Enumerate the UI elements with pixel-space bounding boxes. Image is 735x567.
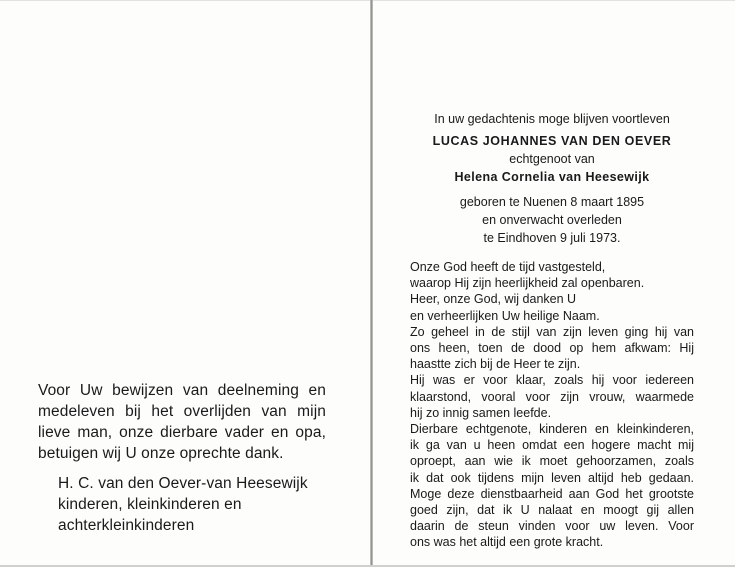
text-line: Zo geheel in de stijl van zijn leven ging hij van: [410, 324, 694, 339]
text-line: goed zijn, dat ik U nalaat en moogt gij allen: [410, 503, 694, 518]
text-line: klaarstond, vooral voor zijn vrouw, waarmede: [410, 389, 694, 404]
text-line: Dierbare echtgenote, kinderen en kleinkinderen,: [410, 422, 694, 437]
card-fold-line: [370, 0, 373, 567]
signature-block: [38, 473, 326, 536]
memorial-text: [410, 259, 694, 551]
date-line: en onverwacht overleden: [482, 213, 622, 227]
thanks-paragraph: [38, 380, 326, 464]
signature-line: achterkleinkinderen: [58, 517, 195, 534]
text-line: hij zo innig samen leefde.: [410, 405, 552, 420]
date-line: te Eindhoven 9 juli 1973.: [483, 231, 621, 245]
thanks-line: betuigen wij U onze oprechte dank.: [38, 445, 284, 462]
signature-line: kinderen, kleinkinderen en: [58, 496, 242, 513]
deceased-name: LUCAS JOHANNES VAN DEN OEVER: [432, 134, 672, 148]
text-line: ik ga van u heen omdat een hogere macht mij: [410, 438, 694, 453]
text-line: Onze God heeft de tijd vastgesteld,: [410, 260, 606, 274]
thanks-line: lieve man, onze dierbare vader en opa,: [38, 424, 326, 441]
date-line: geboren te Nuenen 8 maart 1895: [459, 195, 645, 209]
right-panel: [410, 110, 694, 551]
text-line: haastte zich bij de Heer te zijn.: [410, 357, 581, 372]
memorial-header: [410, 110, 694, 247]
text-line: oproept, aan wie ik moet gehoorzamen, zoals: [410, 454, 694, 469]
intro-line: In uw gedachtenis moge blijven voortleven: [434, 112, 670, 126]
text-line: ons was het altijd een grote kracht.: [410, 535, 604, 550]
spouse-name: Helena Cornelia van Heesewijk: [454, 170, 650, 184]
text-line: daarin de steun vinden voor uw leven. Voor: [410, 519, 694, 534]
card-top-edge: [0, 0, 735, 1]
text-line: waarop Hij zijn heerlijkheid zal openbaren.: [410, 276, 645, 291]
text-line: Moge deze dienstbaarheid aan God het grootste: [410, 486, 694, 501]
spouse-label: echtgenoot van: [509, 152, 595, 166]
text-line: ik dat ook tijdens mijn leven altijd heb gedaan.: [410, 470, 694, 485]
thanks-line: Voor Uw bewijzen van deelneming en: [38, 382, 326, 399]
text-line: en verheerlijken Uw heilige Naam.: [410, 308, 600, 323]
thanks-line: medeleven bij het overlijden van mijn: [38, 403, 326, 420]
text-line: Hij was er voor klaar, zoals hij voor iedereen: [410, 373, 694, 388]
left-panel: [38, 380, 326, 536]
text-line: Heer, onze God, wij danken U: [410, 292, 577, 307]
signature-line: H. C. van den Oever-van Heesewijk: [58, 475, 308, 492]
text-line: ons heen, toen de dood op hem afkwam: Hij: [410, 341, 694, 356]
